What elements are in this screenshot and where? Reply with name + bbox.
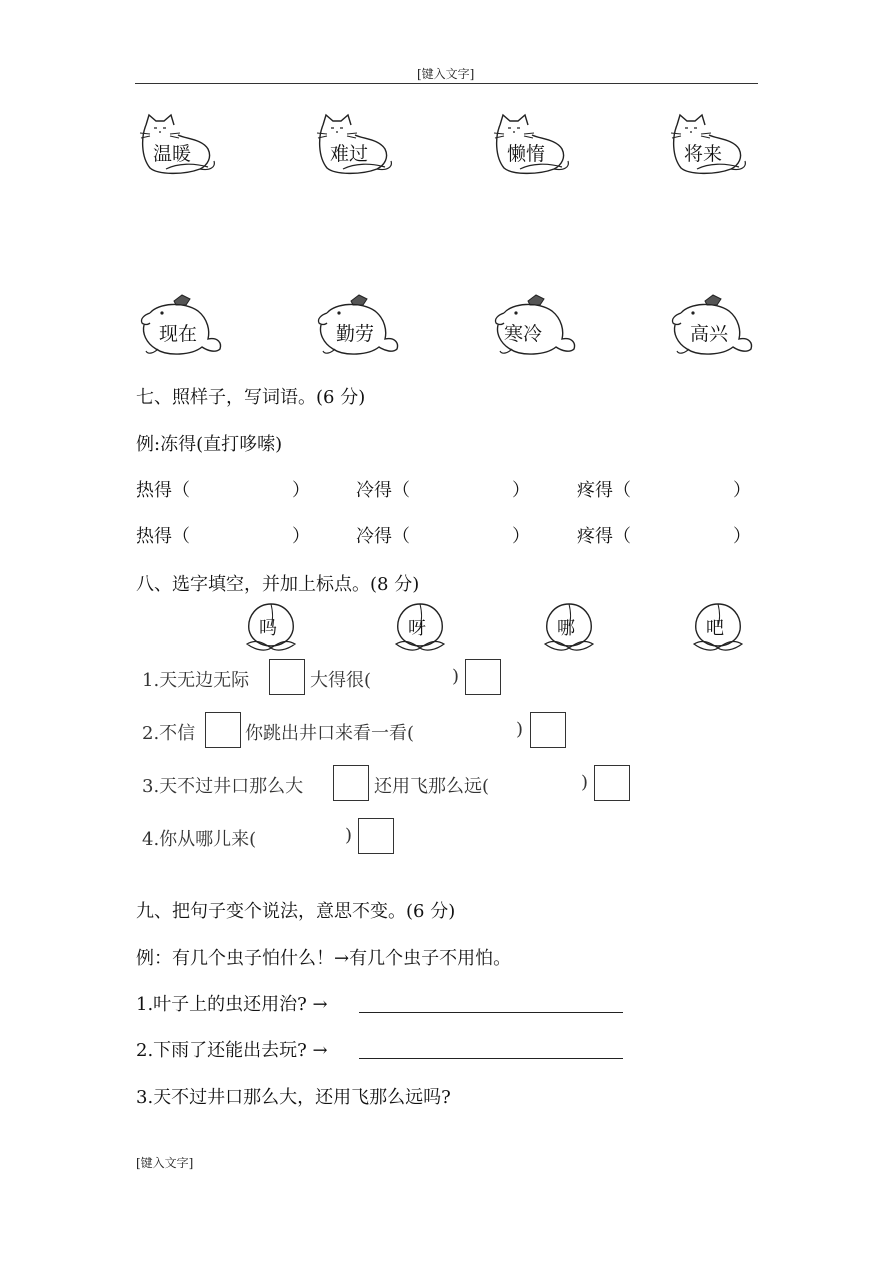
fill-row-1-item-3: 疼得（ [577,480,631,501]
cat-card-2 [315,113,395,177]
page-footer-text: [键入文字] [136,1156,194,1170]
section-7-title: 七、照样子，写词语。(6 分) [136,387,366,408]
peach-choice-1 [243,600,299,654]
rewrite-item-3: 3.天不过井口那么大，还用飞那么远吗? [136,1087,451,1108]
seal-card-2 [315,293,401,359]
q4-punct-box-1[interactable] [358,818,394,854]
seal-word: 现在 [159,323,198,345]
seal-word: 高兴 [690,323,729,345]
q2-paren-close: ) [516,719,524,740]
q2-part-b: 你跳出井口来看一看( [245,723,415,744]
q1-part-a: 1.天无边无际 [142,670,250,691]
q3-part-b: 还用飞那么远( [374,776,490,797]
fill-row-2-item-3: 疼得（ [577,526,631,547]
q2-punct-box-2[interactable] [530,712,566,748]
q3-punct-box-1[interactable] [333,765,369,801]
seal-card-4 [669,293,755,359]
section-8-title: 八、选字填空，并加上标点。(8 分) [136,574,420,595]
fill-row-2-item-2: 冷得（ [356,526,410,547]
cat-word: 温暖 [153,143,192,165]
cat-card-1 [138,113,218,177]
fill-row-1-item-1: 热得（ [136,480,190,501]
q3-punct-box-2[interactable] [594,765,630,801]
section-9-example: 例：有几个虫子怕什么！→有几个虫子不用怕。 [136,948,512,969]
peach-choice-2 [392,600,448,654]
rewrite-item-2: 2.下雨了还能出去玩? → [136,1040,328,1061]
q4-paren-close: ) [345,825,353,846]
section-9-title: 九、把句子变个说法，意思不变。(6 分) [136,901,456,922]
fill-row-1-close-3: ） [733,480,751,501]
header-rule [135,83,758,84]
peach-choice-3 [541,600,597,654]
section-7-example: 例:冻得(直打哆嗦) [136,434,283,455]
seal-card-1 [138,293,224,359]
rewrite-answer-line-1[interactable] [359,1012,623,1013]
q1-part-b: 大得很( [310,670,372,691]
q4-part-a: 4.你从哪儿来( [142,829,257,850]
cat-word: 将来 [684,143,723,165]
peach-char: 吗 [259,618,277,639]
cat-card-4 [669,113,749,177]
fill-row-1-close-2: ） [512,480,530,501]
rewrite-answer-line-2[interactable] [359,1058,623,1059]
seal-word: 勤劳 [336,323,375,345]
peach-char: 哪 [557,618,575,639]
page-header-text: [键入文字] [417,67,475,81]
q1-paren-close: ) [452,666,460,687]
q2-punct-box-1[interactable] [205,712,241,748]
seal-card-3 [492,293,578,359]
q1-punct-box-2[interactable] [465,659,501,695]
cat-word: 难过 [330,143,369,165]
fill-row-2-close-1: ） [292,526,310,547]
fill-row-2-item-1: 热得（ [136,526,190,547]
fill-row-1-item-2: 冷得（ [356,480,410,501]
peach-choice-4 [690,600,746,654]
q3-paren-close: ) [581,772,589,793]
cat-word: 懒惰 [507,143,546,165]
cat-card-3 [492,113,572,177]
q2-part-a: 2.不信 [142,723,196,744]
peach-char: 吧 [706,618,724,639]
rewrite-item-1: 1.叶子上的虫还用治? → [136,994,328,1015]
peach-char: 呀 [408,618,426,639]
seal-word: 寒冷 [504,323,543,345]
q3-part-a: 3.天不过井口那么大 [142,776,304,797]
fill-row-1-close-1: ） [292,480,310,501]
q1-punct-box-1[interactable] [269,659,305,695]
fill-row-2-close-2: ） [512,526,530,547]
fill-row-2-close-3: ） [733,526,751,547]
